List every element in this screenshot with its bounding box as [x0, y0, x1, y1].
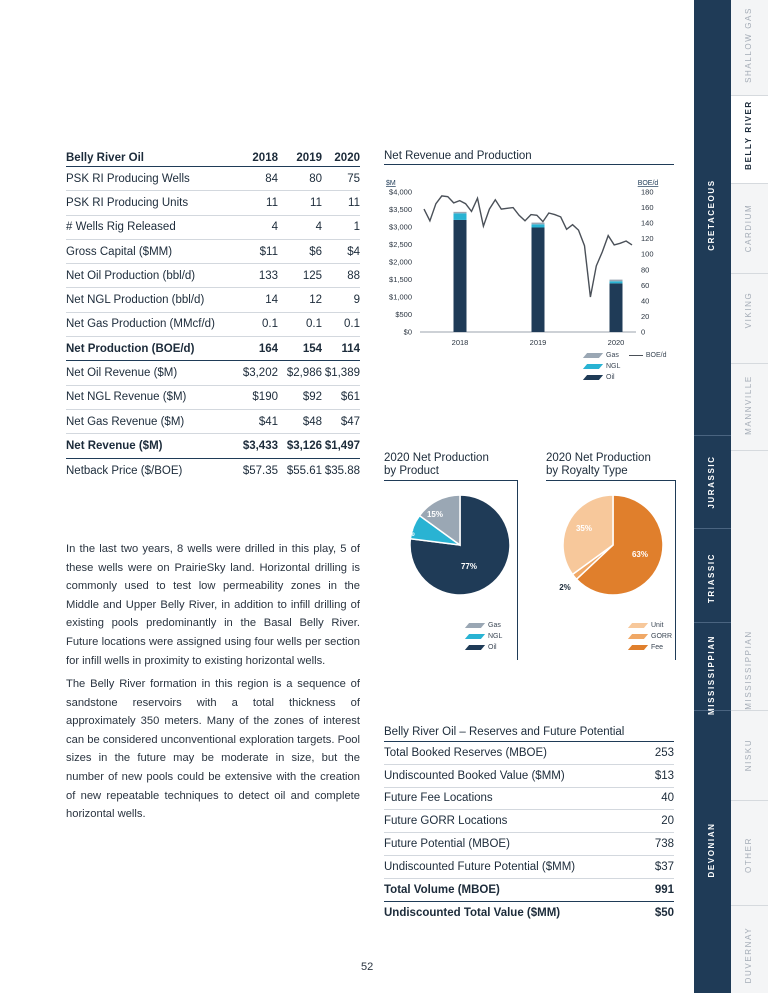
row-label: Net Gas Revenue ($M) — [66, 415, 185, 428]
reserves-value: $37 — [654, 860, 674, 873]
pie-product-title — [384, 452, 518, 481]
right-axis-unit: BOE/d — [637, 180, 659, 187]
left-tick-label: $2,500 — [389, 240, 412, 249]
revenue-chart-legend — [585, 350, 666, 383]
left-tick-label: $500 — [395, 310, 412, 319]
pie-royalty-unit-swatch — [628, 623, 648, 628]
row-value: 0.1 — [262, 318, 278, 331]
pie-royalty-unit-label: Unit — [651, 622, 664, 629]
row-value: $6 — [309, 245, 322, 258]
row-value: $11 — [259, 245, 278, 258]
right-tick-label: 120 — [641, 234, 654, 244]
row-value: $92 — [302, 391, 322, 404]
pie-label-gas: 15% — [426, 510, 444, 519]
row-value: 75 — [347, 172, 360, 185]
pie-label-gorr: 2% — [559, 583, 571, 592]
pie-label-unit: 35% — [575, 524, 593, 533]
year-2020-header: 2020 — [334, 152, 360, 164]
table-row — [66, 264, 360, 288]
row-value: 11 — [348, 196, 360, 209]
legend-oil-label: Oil — [606, 374, 615, 381]
table-row — [66, 459, 360, 483]
production-table-header — [66, 150, 360, 167]
right-tick-label: 100 — [641, 249, 654, 259]
row-value: 12 — [309, 294, 322, 307]
pie-royalty-fee-swatch — [628, 645, 648, 650]
right-tick-label: 60 — [641, 280, 650, 290]
formation-tab-viking[interactable]: VIKING — [744, 291, 753, 329]
reserves-value: $13 — [654, 769, 674, 782]
reserves-label: Undiscounted Total Value ($MM) — [384, 906, 561, 919]
row-value: 154 — [302, 342, 322, 355]
period-tab-devonian[interactable]: DEVONIAN — [707, 822, 716, 878]
row-label: PSK RI Producing Units — [66, 196, 189, 209]
formation-tab-belly-river[interactable]: BELLY RIVER — [744, 100, 753, 170]
period-tab-cretaceous[interactable]: CRETACEOUS — [707, 179, 716, 251]
row-value: 133 — [258, 269, 278, 282]
reserves-label: Undiscounted Future Potential ($MM) — [384, 860, 576, 873]
x-tick-label: 2020 — [607, 338, 625, 347]
reserves-value: 991 — [654, 883, 674, 896]
formation-tab-duvernay[interactable]: DUVERNAY — [744, 926, 753, 984]
pie-product-gas-swatch — [465, 623, 485, 628]
reserves-label: Total Volume (MBOE) — [384, 883, 500, 896]
table-row — [66, 410, 360, 434]
period-tab-mississippian[interactable]: MISSISSIPPIAN — [707, 635, 716, 715]
production-table — [66, 150, 360, 483]
table-row — [66, 240, 360, 264]
bar-gas-2020 — [610, 280, 623, 282]
pie-product-oil-label: Oil — [488, 644, 497, 651]
row-value: $47 — [340, 415, 360, 428]
bar-oil-2020 — [610, 283, 623, 332]
legend-gas-label: Gas — [606, 352, 619, 359]
pie-royalty-title-line1: 2020 Net Production — [546, 452, 651, 464]
reserves-label: Undiscounted Booked Value ($MM) — [384, 769, 565, 782]
table-row — [66, 216, 360, 240]
row-value: $3,202 — [242, 367, 278, 380]
year-2019-header: 2019 — [296, 152, 322, 164]
pie-royalty-title-line2: by Royalty Type — [546, 465, 628, 477]
reserves-label: Total Booked Reserves (MBOE) — [384, 746, 547, 759]
row-value: $3,126 — [286, 439, 322, 452]
left-tick-label: $4,000 — [389, 187, 412, 197]
revenue-production-chart — [380, 172, 680, 347]
row-label: PSK RI Producing Wells — [66, 172, 190, 185]
paragraph-formation: The Belly River formation in this region is a sequence of sandstone reservoirs with a total thickness of approximately 350 meters. Many of the zones of interest can be considered unconventional exploration targets. Pool sizes in the future may be moderate in size, but the number of new pools could be extensive with the creation of new repeatable techniques to detect oil and complete horizontal wells. — [66, 678, 360, 821]
legend-boe-label: BOE/d — [645, 352, 667, 359]
row-label: Net NGL Production (bbl/d) — [66, 294, 205, 307]
reserves-value: 253 — [654, 746, 674, 759]
paragraph-drilling: In the last two years, 8 wells were drilled in this play, 5 of these wells were on PrairieSky land. Horizontal drilling is commonly used to test low permeability zones in the Middle and Upper Belly River, in addition to infill drilling of existing pools predominantly in the Basal Belly River. Future locations were assigned using four wells per section for infill wells in proximity to existing horizontal wells. — [66, 543, 360, 667]
formation-tab-mississippian[interactable]: MISSISSIPPIAN — [744, 630, 753, 710]
x-tick-label: 2018 — [451, 338, 469, 347]
reserves-row — [384, 810, 674, 833]
table-row — [66, 337, 360, 361]
formation-tab-nisku[interactable]: NISKU — [744, 738, 753, 772]
row-value: 114 — [341, 342, 360, 355]
legend-oil-swatch — [583, 375, 603, 380]
row-label: Net Oil Revenue ($M) — [66, 367, 178, 380]
reserves-row — [384, 856, 674, 879]
formation-tab-cardium[interactable]: CARDIUM — [744, 203, 753, 253]
pie-royalty-gorr-label: GORR — [651, 633, 672, 640]
right-tick-label: 180 — [641, 187, 654, 197]
bar-ngl-2020 — [610, 281, 623, 283]
row-value: $1,389 — [324, 367, 360, 380]
right-tick-label: 160 — [641, 203, 654, 213]
row-value: $55.61 — [286, 464, 322, 477]
period-tab-triassic[interactable]: TRIASSIC — [707, 552, 716, 604]
pie-product-gas-label: Gas — [488, 622, 501, 629]
row-label: Gross Capital ($MM) — [66, 245, 173, 258]
bar-ngl-2019 — [532, 224, 545, 227]
row-value: 11 — [310, 196, 322, 209]
row-label: Net Oil Production (bbl/d) — [66, 269, 196, 282]
pie-royalty-gorr-swatch — [628, 634, 648, 639]
row-value: $3,433 — [242, 439, 278, 452]
table-row — [66, 167, 360, 191]
row-value: 9 — [353, 294, 360, 307]
reserves-value: 20 — [661, 815, 674, 828]
pie-product-legend — [467, 620, 502, 653]
table-row — [66, 313, 360, 337]
row-value: $61 — [340, 391, 360, 404]
page-number: 52 — [361, 961, 374, 973]
reserves-row — [384, 765, 674, 788]
reserves-row — [384, 902, 674, 925]
table-row — [66, 361, 360, 385]
formation-tab-shallow-gas[interactable]: SHALLOW GAS — [744, 7, 753, 83]
row-value: 80 — [309, 172, 322, 185]
table-row — [66, 191, 360, 215]
right-tick-label: 0 — [641, 327, 646, 337]
row-value: 84 — [265, 172, 278, 185]
row-value: 0.1 — [344, 318, 360, 331]
row-label: Net Production (BOE/d) — [66, 342, 195, 355]
pie-label-oil: 77% — [460, 562, 478, 571]
right-tick-label: 80 — [641, 265, 650, 275]
legend-ngl-swatch — [583, 364, 603, 369]
row-label: Netback Price ($/BOE) — [66, 464, 183, 477]
pie-product-ngl-label: NGL — [488, 633, 503, 640]
period-tab-jurassic[interactable]: JURASSIC — [707, 455, 716, 509]
reserves-row — [384, 879, 674, 902]
row-value: 164 — [258, 342, 278, 355]
legend-gas-swatch — [583, 353, 603, 358]
bar-ngl-2018 — [454, 213, 467, 220]
bar-gas-2018 — [454, 212, 467, 213]
right-tick-label: 40 — [641, 296, 650, 306]
right-tick-label: 20 — [641, 311, 650, 321]
pie-label-fee: 63% — [631, 550, 649, 559]
pie-royalty-title — [546, 452, 676, 481]
row-label: Net Gas Production (MMcf/d) — [66, 318, 215, 331]
x-tick-label: 2019 — [529, 338, 547, 347]
bar-oil-2019 — [532, 227, 545, 332]
left-tick-label: $3,000 — [389, 222, 412, 232]
formation-tab-other[interactable]: OTHER — [744, 837, 753, 873]
left-tick-label: $3,500 — [389, 205, 412, 214]
year-2018-header: 2018 — [252, 152, 278, 164]
pie-product-title-line2: by Product — [384, 465, 439, 477]
row-label: Net NGL Revenue ($M) — [66, 391, 187, 404]
bar-oil-2018 — [454, 220, 467, 332]
row-value: 1 — [353, 221, 360, 234]
pie-product-title-line1: 2020 Net Production — [384, 452, 489, 464]
reserves-row — [384, 833, 674, 856]
reserves-label: Future GORR Locations — [384, 815, 508, 828]
row-value: $4 — [347, 245, 360, 258]
pie-royalty-legend — [630, 620, 672, 653]
pie-product-oil-swatch — [465, 645, 485, 650]
table-row — [66, 288, 360, 312]
formation-tab-mannville[interactable]: MANNVILLE — [744, 375, 753, 435]
reserves-table-title: Belly River Oil – Reserves and Future Potential — [384, 726, 674, 742]
pie-product-chart — [390, 490, 530, 602]
pie-royalty-chart — [550, 490, 680, 602]
row-value: $1,497 — [324, 439, 360, 452]
reserves-label: Future Potential (MBOE) — [384, 838, 510, 851]
reserves-table — [384, 726, 674, 924]
row-value: $57.35 — [242, 464, 278, 477]
left-tick-label: $2,000 — [389, 257, 412, 267]
row-label: Net Revenue ($M) — [66, 439, 163, 452]
row-value: 4 — [315, 221, 322, 234]
left-tick-label: $1,000 — [389, 292, 412, 302]
left-tick-label: $1,500 — [389, 275, 412, 284]
reserves-value: 40 — [661, 792, 674, 805]
row-value: 14 — [265, 294, 278, 307]
reserves-label: Future Fee Locations — [384, 792, 493, 805]
reserves-value: 738 — [654, 838, 674, 851]
revenue-chart-title: Net Revenue and Production — [384, 150, 674, 165]
row-value: 11 — [266, 196, 278, 209]
reserves-value: $50 — [654, 906, 674, 919]
legend-line-swatch — [629, 355, 643, 356]
row-label: # Wells Rig Released — [66, 221, 176, 234]
row-value: 125 — [302, 269, 322, 282]
row-value: $2,986 — [286, 367, 322, 380]
pie-label-ngl: 8% — [403, 529, 415, 538]
reserves-row — [384, 742, 674, 765]
reserves-row — [384, 788, 674, 811]
row-value: $41 — [258, 415, 278, 428]
bar-gas-2019 — [532, 223, 545, 225]
right-tick-label: 140 — [641, 218, 654, 228]
left-axis-unit: $M — [386, 180, 396, 187]
table-row — [66, 386, 360, 410]
row-value: $190 — [252, 391, 278, 404]
pie-royalty-fee-label: Fee — [651, 644, 664, 651]
row-value: 0.1 — [306, 318, 322, 331]
legend-ngl-label: NGL — [606, 363, 621, 370]
table-row — [66, 434, 360, 458]
row-value: 88 — [347, 269, 360, 282]
row-value: $35.88 — [324, 464, 360, 477]
production-table-title: Belly River Oil — [66, 152, 144, 164]
row-value: $48 — [302, 415, 322, 428]
pie-product-ngl-swatch — [465, 634, 485, 639]
left-tick-label: $0 — [403, 327, 412, 337]
row-value: 4 — [271, 221, 278, 234]
